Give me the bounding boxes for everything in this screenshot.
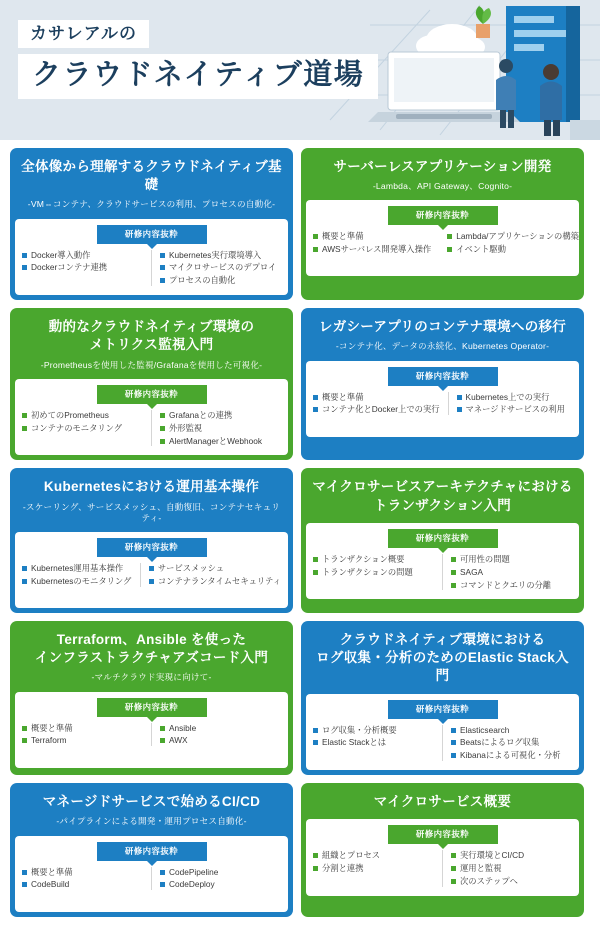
course-content-panel (306, 819, 579, 896)
course-card[interactable] (10, 621, 293, 775)
topic-item: コンテナのモニタリング (22, 422, 143, 435)
course-card-header (10, 621, 293, 692)
course-content-panel (306, 523, 579, 600)
topic-item: 分割と連携 (313, 862, 434, 875)
course-card[interactable] (301, 783, 584, 916)
topic-column (160, 722, 281, 748)
course-card-header (10, 783, 293, 835)
topic-columns (22, 722, 281, 748)
topic-column (22, 722, 143, 748)
course-content-panel (306, 694, 579, 771)
topic-column (451, 849, 572, 888)
topic-item: コンテナ化とDocker上での実行 (313, 403, 440, 416)
course-card-header (301, 148, 584, 200)
column-divider (448, 392, 449, 416)
column-divider (151, 410, 152, 447)
course-title: 全体像から理解するクラウドネイティブ基礎 (21, 159, 282, 193)
topic-column (313, 849, 434, 888)
topic-column (160, 249, 281, 288)
page-header (0, 0, 600, 140)
course-card-header (301, 308, 584, 360)
column-divider (151, 867, 152, 891)
topic-column (313, 553, 434, 592)
topic-item: SAGA (451, 566, 572, 579)
course-title: レガシーアプリのコンテナ環境への移行 (318, 319, 567, 335)
course-subtitle: -スケーリング、サービスメッシュ、自動復旧、コンテナセキュリティ- (22, 501, 281, 523)
column-divider (151, 250, 152, 287)
topic-column (160, 409, 281, 448)
topic-item: Elastic Stackとは (313, 736, 434, 749)
course-content-panel (15, 379, 288, 456)
topic-item: トランザクションの問題 (313, 566, 434, 579)
course-title: マイクロサービス概要 (373, 794, 512, 810)
course-card-header (10, 308, 293, 379)
column-divider (151, 723, 152, 747)
topic-columns (313, 391, 572, 417)
topic-item: イベント駆動 (447, 243, 579, 256)
course-title: Kubernetesにおける運用基本操作 (43, 479, 260, 495)
topic-column (451, 553, 572, 592)
topic-item: マネージドサービスの利用 (457, 403, 572, 416)
topic-item: CodeDeploy (160, 878, 281, 891)
topic-columns (22, 562, 281, 588)
topic-item: 初めてのPrometheus (22, 409, 143, 422)
topic-item: 概要と準備 (313, 230, 431, 243)
course-content-panel (15, 219, 288, 296)
topic-item: コマンドとクエリの分離 (451, 579, 572, 592)
topic-item: トランザクション概要 (313, 553, 434, 566)
course-card[interactable] (10, 148, 293, 300)
course-content-panel (15, 692, 288, 768)
content-excerpt-ribbon: 研修内容抜粋 (97, 225, 207, 244)
topic-item: Dockerコンテナ連携 (22, 261, 143, 274)
course-card-header (301, 621, 584, 694)
topic-columns (313, 230, 579, 256)
topic-item: Kubernetes上での実行 (457, 391, 572, 404)
topic-column (22, 249, 143, 288)
topic-item: Grafanaとの連携 (160, 409, 281, 422)
content-excerpt-ribbon: 研修内容抜粋 (97, 385, 207, 404)
header-title-block (18, 20, 378, 99)
course-card[interactable] (301, 621, 584, 775)
topic-columns (313, 724, 572, 763)
course-subtitle: -Prometheusを使用した監視/Grafanaを使用した可視化- (40, 359, 263, 370)
course-title: マネージドサービスで始めるCI/CD (42, 794, 261, 810)
topic-item: ログ収集・分析概要 (313, 724, 434, 737)
topic-columns (313, 849, 572, 888)
topic-item: AWX (160, 734, 281, 747)
topic-item: プロセスの自動化 (160, 274, 281, 287)
course-card-header (301, 468, 584, 522)
topic-item: マイクロサービスのデプロイ (160, 261, 281, 274)
topic-column (160, 866, 281, 892)
topic-column (22, 409, 143, 448)
column-divider (442, 725, 443, 762)
topic-column (313, 230, 431, 256)
course-subtitle: -マルチクラウド実現に向けて- (91, 672, 212, 683)
content-excerpt-ribbon: 研修内容抜粋 (388, 825, 498, 844)
topic-item: AlertManagerとWebhook (160, 435, 281, 448)
course-subtitle: -VM⇔コンテナ、クラウドサービスの利用、プロセスの自動化- (27, 199, 276, 210)
course-title: マイクロサービスアーキテクチャにおける トランザクション入門 (312, 479, 573, 513)
column-divider (140, 563, 141, 587)
topic-item: 実行環境とCI/CD (451, 849, 572, 862)
course-content-panel (15, 836, 288, 912)
topic-column (313, 391, 440, 417)
content-excerpt-ribbon: 研修内容抜粋 (388, 206, 498, 225)
course-card[interactable] (10, 783, 293, 916)
course-content-panel (306, 200, 579, 276)
course-card-header (10, 468, 293, 532)
header-subtitle: カサレアルの (18, 20, 149, 48)
topic-item: 運用と監視 (451, 862, 572, 875)
topic-column (22, 866, 143, 892)
topic-item: Ansible (160, 722, 281, 735)
topic-item: 概要と準備 (313, 391, 440, 404)
course-card-header (301, 783, 584, 819)
column-divider (442, 850, 443, 887)
course-card[interactable] (301, 468, 584, 613)
topic-item: 概要と準備 (22, 722, 143, 735)
topic-column (149, 562, 281, 588)
course-card[interactable] (301, 308, 584, 460)
course-content-panel (15, 532, 288, 608)
content-excerpt-ribbon: 研修内容抜粋 (388, 529, 498, 548)
page-title: クラウドネイティブ道場 (18, 54, 378, 99)
course-subtitle: -パイプラインによる開発・運用プロセス自動化- (56, 816, 247, 827)
topic-item: 外形監視 (160, 422, 281, 435)
topic-columns (22, 249, 281, 288)
topic-columns (313, 553, 572, 592)
content-excerpt-ribbon: 研修内容抜粋 (388, 700, 498, 719)
course-subtitle: -Lambda、API Gateway、Cognito- (372, 181, 513, 192)
topic-item: Kubernetesのモニタリング (22, 575, 132, 588)
course-title: クラウドネイティブ環境における ログ収集・分析のためのElastic Stack入門 (316, 631, 569, 684)
topic-item: Kubernetes実行環境導入 (160, 249, 281, 262)
content-excerpt-ribbon: 研修内容抜粋 (97, 698, 207, 717)
content-excerpt-ribbon: 研修内容抜粋 (97, 538, 207, 557)
topic-item: 可用性の問題 (451, 553, 572, 566)
topic-item: Terraform (22, 734, 143, 747)
topic-item: CodePipeline (160, 866, 281, 879)
content-excerpt-ribbon: 研修内容抜粋 (388, 367, 498, 386)
topic-columns (22, 866, 281, 892)
topic-column (451, 724, 572, 763)
course-card-header (10, 148, 293, 219)
course-title: Terraform、Ansible を使った インフラストラクチャアズコード入門 (34, 631, 269, 666)
topic-column (22, 562, 132, 588)
course-card[interactable] (10, 468, 293, 613)
course-title: サーバーレスアプリケーション開発 (333, 159, 552, 174)
topic-column (457, 391, 572, 417)
topic-item: Elasticsearch (451, 724, 572, 737)
topic-item: Kubernetes運用基本操作 (22, 562, 132, 575)
topic-columns (22, 409, 281, 448)
topic-item: 次のステップへ (451, 875, 572, 888)
topic-item: Lambda/アプリケーションの構築 (447, 230, 579, 243)
course-content-panel (306, 361, 579, 437)
topic-column (313, 724, 434, 763)
topic-item: 組織とプロセス (313, 849, 434, 862)
topic-item: Kibanaによる可視化・分析 (451, 749, 572, 762)
topic-item: Beatsによるログ収集 (451, 736, 572, 749)
course-title: 動的なクラウドネイティブ環境の メトリクス監視入門 (48, 319, 255, 353)
course-card-grid (0, 140, 600, 927)
topic-item: サービスメッシュ (149, 562, 281, 575)
topic-item: コンテナランタイムセキュリティ (149, 575, 281, 588)
course-card[interactable] (10, 308, 293, 460)
column-divider (442, 554, 443, 591)
topic-column (447, 230, 579, 256)
topic-item: AWSサーバレス開発導入操作 (313, 243, 431, 256)
topic-item: Docker導入動作 (22, 249, 143, 262)
content-excerpt-ribbon: 研修内容抜粋 (97, 842, 207, 861)
course-subtitle: -コンテナ化、データの永続化、Kubernetes Operator- (335, 341, 550, 352)
topic-item: CodeBuild (22, 878, 143, 891)
course-card[interactable] (301, 148, 584, 300)
topic-item: 概要と準備 (22, 866, 143, 879)
